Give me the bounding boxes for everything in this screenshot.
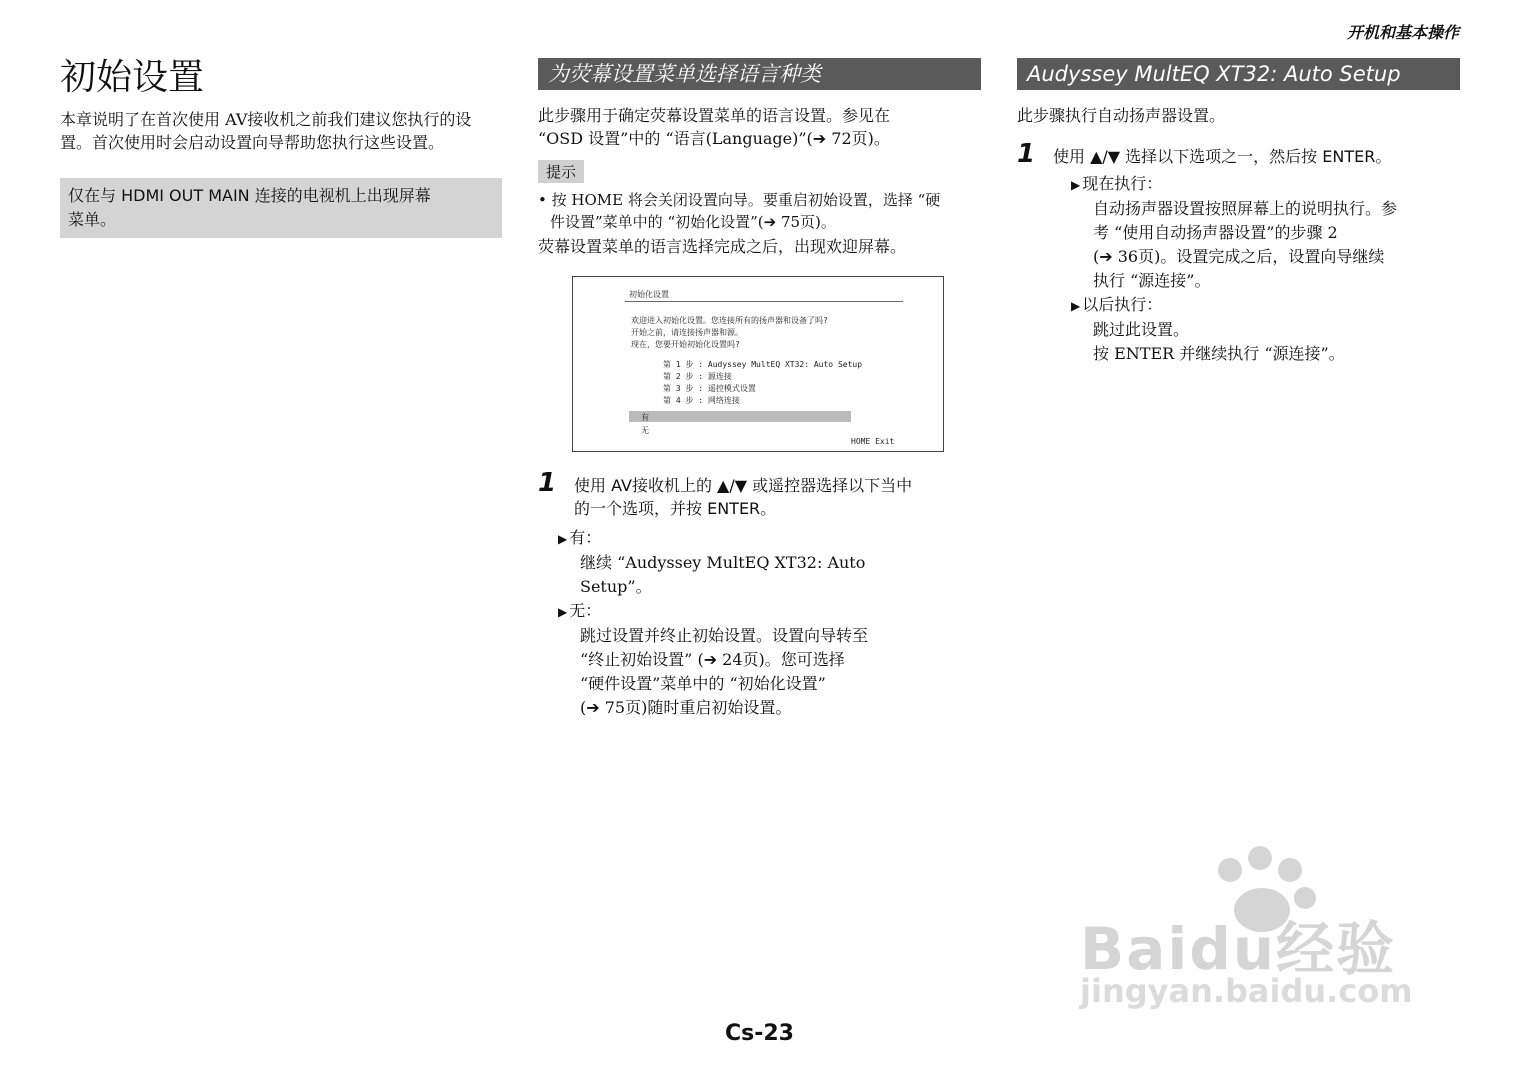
option-body: 执行 “源连接”。	[1093, 271, 1211, 290]
triangle-icon: ▶	[1071, 178, 1081, 192]
option-later	[1071, 293, 1460, 318]
hint-line: 件设置”菜单中的 “初始化设置”(➔ 75页)。	[550, 213, 836, 231]
option-label: 现在执行：	[1082, 174, 1163, 193]
note-box	[60, 178, 502, 238]
option-body: 考 “使用自动扬声器设置”的步骤 2	[1093, 223, 1338, 242]
option-body: “硬件设置”菜单中的 “初始化设置”	[580, 674, 826, 693]
screen-selection-highlight	[629, 411, 851, 422]
hint-line: • 按 HOME 将会关闭设置向导。要重启初始设置，选择 “硬	[538, 191, 941, 209]
section-heading: Audyssey MultEQ XT32: Auto Setup	[1017, 58, 1460, 90]
column-osd-language	[538, 58, 981, 258]
page-title: 初始设置	[60, 57, 205, 98]
option-body: Setup”。	[580, 577, 652, 596]
screen-footer: HOME Exit	[851, 437, 895, 446]
intro-paragraph: 本章说明了在首次使用 AV接收机之前我们建议您执行的设置。首次使用时会启动设置向导帮助您执行这些设置。	[60, 110, 472, 152]
baidu-watermark-logo	[1080, 840, 1440, 1020]
option-label: 有：	[569, 528, 602, 547]
column-audyssey	[1017, 58, 1460, 366]
page-number: Cs-23	[725, 1021, 794, 1046]
triangle-icon: ▶	[1071, 299, 1081, 313]
screen-title: 初始化设置	[629, 290, 669, 299]
header-section-title: 开机和基本操作	[1346, 23, 1459, 42]
step-line: 使用 ▲/▼ 选择以下选项之一，然后按 ENTER。	[1053, 147, 1392, 166]
option-body: 自动扬声器设置按照屏幕上的说明执行。参	[1093, 199, 1398, 218]
screen-step: 第 2 步 : 源连接	[663, 372, 732, 381]
option-label: 无：	[569, 601, 602, 620]
step-number: 1	[1017, 139, 1036, 169]
option-yes	[558, 526, 981, 551]
screen-option-no: 无	[641, 426, 649, 435]
option-now	[1071, 172, 1460, 197]
step-line: 的一个选项，并按 ENTER。	[574, 499, 777, 518]
screen-divider	[625, 301, 903, 302]
watermark-brand: Baidu经验	[1080, 915, 1397, 983]
step-1	[1017, 139, 1460, 169]
option-body: (➔ 75页)随时重启初始设置。	[580, 698, 792, 717]
screen-line: 现在，您要开始初始化设置吗?	[631, 340, 740, 349]
triangle-icon: ▶	[558, 532, 568, 546]
option-body: (➔ 36页)。设置完成之后，设置向导继续	[1093, 247, 1385, 266]
intro-text: 此步骤执行自动扬声器设置。	[1017, 106, 1226, 125]
screen-step: 第 1 步 : Audyssey MultEQ XT32: Auto Setup	[663, 360, 863, 369]
intro-line: “OSD 设置”中的 “语言(Language)”(➔ 72页)。	[538, 129, 890, 148]
intro-line: 此步骤用于确定荧幕设置菜单的语言设置。参见在	[538, 106, 891, 125]
note-line: 菜单。	[68, 210, 117, 229]
screen-line: 欢迎进入初始化设置。您连接所有的扬声器和设备了吗?	[631, 316, 828, 325]
screen-option-yes: 有	[641, 413, 649, 422]
hint-badge: 提示	[538, 160, 584, 183]
column-initial-setup	[60, 58, 502, 238]
screen-step: 第 4 步 : 网络连接	[663, 396, 740, 405]
option-no	[558, 599, 981, 624]
triangle-icon: ▶	[558, 605, 568, 619]
step-line: 使用 AV接收机上的 ▲/▼ 或遥控器选择以下当中	[574, 476, 913, 495]
option-body: 按 ENTER 并继续执行 “源连接”。	[1093, 344, 1345, 363]
after-text: 荧幕设置菜单的语言选择完成之后，出现欢迎屏幕。	[538, 237, 907, 256]
option-label: 以后执行：	[1082, 295, 1163, 314]
step-1	[538, 468, 981, 520]
option-body: 跳过设置并终止初始设置。设置向导转至	[580, 626, 869, 645]
note-line: 仅在与 HDMI OUT MAIN 连接的电视机上出现屏幕	[68, 186, 431, 205]
option-body: 跳过此设置。	[1093, 320, 1190, 339]
section-heading: 为荧幕设置菜单选择语言种类	[538, 58, 981, 90]
screen-step: 第 3 步 : 遥控模式设置	[663, 384, 756, 393]
option-body: “终止初始设置” (➔ 24页)。您可选择	[580, 650, 845, 669]
screen-line: 开始之前，请连接扬声器和源。	[631, 328, 743, 337]
watermark-url: jingyan.baidu.com	[1080, 972, 1413, 1010]
step-number: 1	[538, 468, 557, 498]
option-body: 继续 “Audyssey MultEQ XT32: Auto	[580, 553, 866, 572]
column-osd-steps	[538, 468, 981, 720]
setup-screen-image	[572, 276, 944, 452]
